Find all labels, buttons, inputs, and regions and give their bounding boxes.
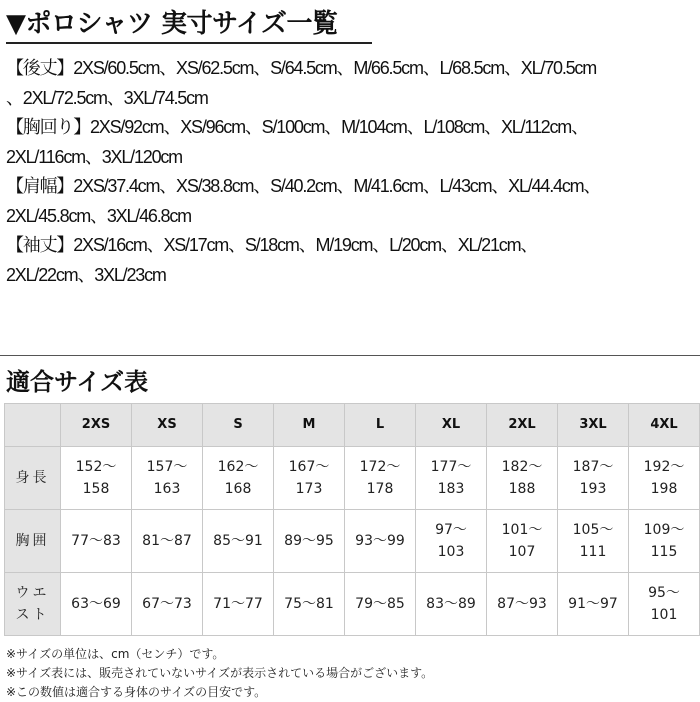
row-label: 胸囲 bbox=[5, 510, 61, 573]
table-cell: 77〜83 bbox=[61, 510, 132, 573]
note: ※サイズの単位は、cm（センチ）です。 bbox=[6, 647, 225, 661]
size-header: M bbox=[274, 404, 345, 447]
spec-list bbox=[6, 54, 700, 290]
table-cell: 85〜91 bbox=[203, 510, 274, 573]
spec-line: 2XL/116cm、3XL/120cm bbox=[6, 146, 182, 167]
size-header: S bbox=[203, 404, 274, 447]
corner-cell bbox=[5, 404, 61, 447]
note: ※サイズ表には、販売されていないサイズが表示されている場合がございます。 bbox=[6, 666, 434, 680]
table-cell: 192〜 198 bbox=[629, 447, 700, 510]
table-row bbox=[5, 573, 700, 636]
page-title: ▼ポロシャツ 実寸サイズ一覧 bbox=[6, 6, 372, 44]
table-cell: 177〜 183 bbox=[416, 447, 487, 510]
size-header: 2XL bbox=[487, 404, 558, 447]
table-row bbox=[5, 447, 700, 510]
table-cell: 157〜 163 bbox=[132, 447, 203, 510]
size-header: 4XL bbox=[629, 404, 700, 447]
table-cell: 89〜95 bbox=[274, 510, 345, 573]
fit-size-title: 適合サイズ表 bbox=[6, 368, 149, 396]
spec-line: 2XL/45.8cm、3XL/46.8cm bbox=[6, 205, 191, 226]
notes bbox=[6, 645, 433, 702]
spec-line: 2XL/22cm、3XL/23cm bbox=[6, 264, 166, 285]
size-header: L bbox=[345, 404, 416, 447]
spec-line: 【袖丈】2XS/16cm、XS/17cm、S/18cm、M/19cm、L/20cm、XL/21cm、 bbox=[6, 235, 538, 255]
table-cell: 87〜93 bbox=[487, 573, 558, 636]
table-cell: 162〜 168 bbox=[203, 447, 274, 510]
table-cell: 101〜 107 bbox=[487, 510, 558, 573]
table-cell: 187〜 193 bbox=[558, 447, 629, 510]
spec-line: 【後丈】2XS/60.5cm、XS/62.5cm、S/64.5cm、M/66.5cm、L/68.5cm、XL/70.5cm bbox=[6, 58, 597, 78]
table-cell: 67〜73 bbox=[132, 573, 203, 636]
table-cell: 172〜 178 bbox=[345, 447, 416, 510]
size-header: 2XS bbox=[61, 404, 132, 447]
spec-line: 【胸回り】2XS/92cm、XS/96cm、S/100cm、M/104cm、L/108cm、XL/112cm、 bbox=[6, 117, 588, 137]
table-cell: 109〜 115 bbox=[629, 510, 700, 573]
table-cell: 93〜99 bbox=[345, 510, 416, 573]
size-table bbox=[4, 403, 700, 636]
table-cell: 83〜89 bbox=[416, 573, 487, 636]
table-cell: 79〜85 bbox=[345, 573, 416, 636]
size-header: XL bbox=[416, 404, 487, 447]
divider bbox=[0, 355, 700, 356]
table-cell: 152〜 158 bbox=[61, 447, 132, 510]
header-row bbox=[5, 404, 700, 447]
row-label: 身長 bbox=[5, 447, 61, 510]
table-cell: 97〜 103 bbox=[416, 510, 487, 573]
table-cell: 71〜77 bbox=[203, 573, 274, 636]
note: ※この数値は適合する身体のサイズの目安です。 bbox=[6, 685, 267, 699]
table-cell: 91〜97 bbox=[558, 573, 629, 636]
table-cell: 63〜69 bbox=[61, 573, 132, 636]
table-cell: 75〜81 bbox=[274, 573, 345, 636]
row-label: ウエ スト bbox=[5, 573, 61, 636]
table-cell: 182〜 188 bbox=[487, 447, 558, 510]
spec-line: 、2XL/72.5cm、3XL/74.5cm bbox=[6, 87, 208, 108]
size-header: 3XL bbox=[558, 404, 629, 447]
table-cell: 81〜87 bbox=[132, 510, 203, 573]
table-cell: 95〜 101 bbox=[629, 573, 700, 636]
table-row bbox=[5, 510, 700, 573]
spec-line: 【肩幅】2XS/37.4cm、XS/38.8cm、S/40.2cm、M/41.6cm、L/43cm、XL/44.4cm、 bbox=[6, 176, 601, 196]
table-cell: 167〜 173 bbox=[274, 447, 345, 510]
size-header: XS bbox=[132, 404, 203, 447]
table-cell: 105〜 111 bbox=[558, 510, 629, 573]
